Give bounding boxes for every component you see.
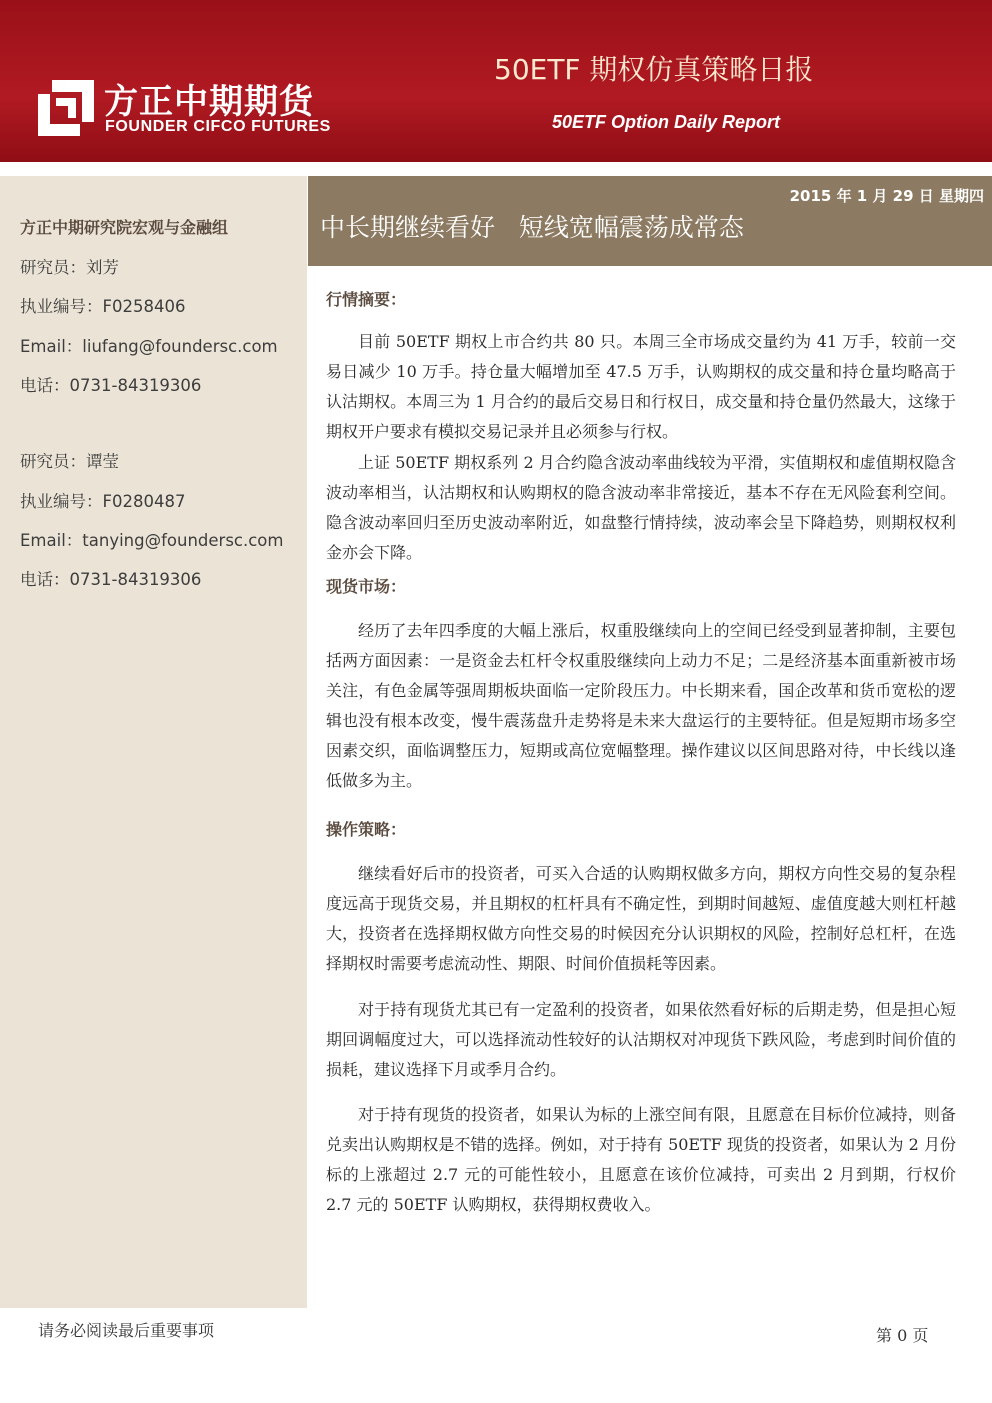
analyst-email: Email：tanying@foundersc.com	[20, 531, 284, 550]
company-name-en: FOUNDER CIFCO FUTURES	[105, 118, 331, 135]
report-date: 2015 年 1 月 29 日 星期四	[789, 187, 984, 205]
section-title-spot: 现货市场：	[326, 577, 407, 596]
page-number: 第 0 页	[876, 1326, 929, 1345]
report-title-en: 50ETF Option Daily Report	[552, 112, 781, 132]
paragraph: 对于持有现货的投资者，如果认为标的上涨空间有限，且愿意在目标价位减持，则备兑卖出认购期权是不错的选择。例如，对于持有 50ETF 现货的投资者，如果认为 2 月份标的上涨超过 2.7 元的可能性较小，且愿意在该价位减持，可卖出 2 月到期，行权价 2.7 元的 50ETF 认购期权，获得期权费收入。	[326, 1105, 956, 1214]
section-title-strategy: 操作策略：	[326, 820, 407, 839]
analyst-name: 研究员：谭莹	[20, 452, 119, 471]
paragraph: 对于持有现货尤其已有一定盈利的投资者，如果依然看好标的后期走势，但是担心短期回调幅度过大，可以选择流动性较好的认沽期权对冲现货下跌风险，考虑到时间价值的损耗，建议选择下月或季月合约。	[326, 1000, 956, 1079]
company-logo-icon	[38, 80, 94, 136]
analyst-name: 研究员：刘芳	[20, 258, 119, 277]
analyst-phone: 电话：0731-84319306	[20, 570, 202, 589]
paragraph: 上证 50ETF 期权系列 2 月合约隐含波动率曲线较为平滑，实值期权和虚值期权隐含波动率相当，认沽期权和认购期权的隐含波动率非常接近，基本不存在无风险套利空间。隐含波动率回归至历史波动率附近，如盘整行情持续，波动率会呈下降趋势，则期权权利金亦会下降。	[326, 453, 956, 562]
paragraph: 目前 50ETF 期权上市合约共 80 只。本周三全市场成交量约为 41 万手，较前一交易日减少 10 万手。持仓量大幅增加至 47.5 万手，认购期权的成交量和持仓量均略高于认沽期权。本周三为 1 月合约的最后交易日和行权日，成交量和持仓量仍然最大，这缘于期权开户要求有模拟交易记录并且必须参与行权。	[326, 332, 956, 441]
header-divider	[0, 162, 992, 176]
research-group: 方正中期研究院宏观与金融组	[20, 218, 229, 237]
disclaimer-note: 请务必阅读最后重要事项	[38, 1321, 215, 1340]
paragraph: 继续看好后市的投资者，可买入合适的认购期权做多方向，期权方向性交易的复杂程度远高于现货交易，并且期权的杠杆具有不确定性，到期时间越短、虚值度越大则杠杆越大，投资者在选择期权做方向性交易的时候因充分认识期权的风险，控制好总杠杆，在选择期权时需要考虑流动性、期限、时间价值损耗等因素。	[326, 864, 956, 973]
section-title-summary: 行情摘要：	[326, 290, 407, 309]
report-title: 50ETF 期权仿真策略日报	[494, 53, 814, 86]
company-name-cn: 方正中期期货	[104, 82, 314, 122]
analyst-phone: 电话：0731-84319306	[20, 376, 202, 395]
analyst-license: 执业编号：F0258406	[20, 297, 186, 316]
headline: 中长期继续看好 短线宽幅震荡成常态	[320, 213, 744, 242]
paragraph: 经历了去年四季度的大幅上涨后，权重股继续向上的空间已经受到显著抑制，主要包括两方面因素：一是资金去杠杆令权重股继续向上动力不足；二是经济基本面重新被市场关注，有色金属等强周期板块面临一定阶段压力。中长期来看，国企改革和货币宽松的逻辑也没有根本改变，慢牛震荡盘升走势将是未来大盘运行的主要特征。但是短期市场多空因素交织，面临调整压力，短期或高位宽幅整理。操作建议以区间思路对待，中长线以逢低做多为主。	[326, 621, 956, 790]
analyst-license: 执业编号：F0280487	[20, 492, 186, 511]
analyst-email: Email：liufang@foundersc.com	[20, 337, 278, 356]
